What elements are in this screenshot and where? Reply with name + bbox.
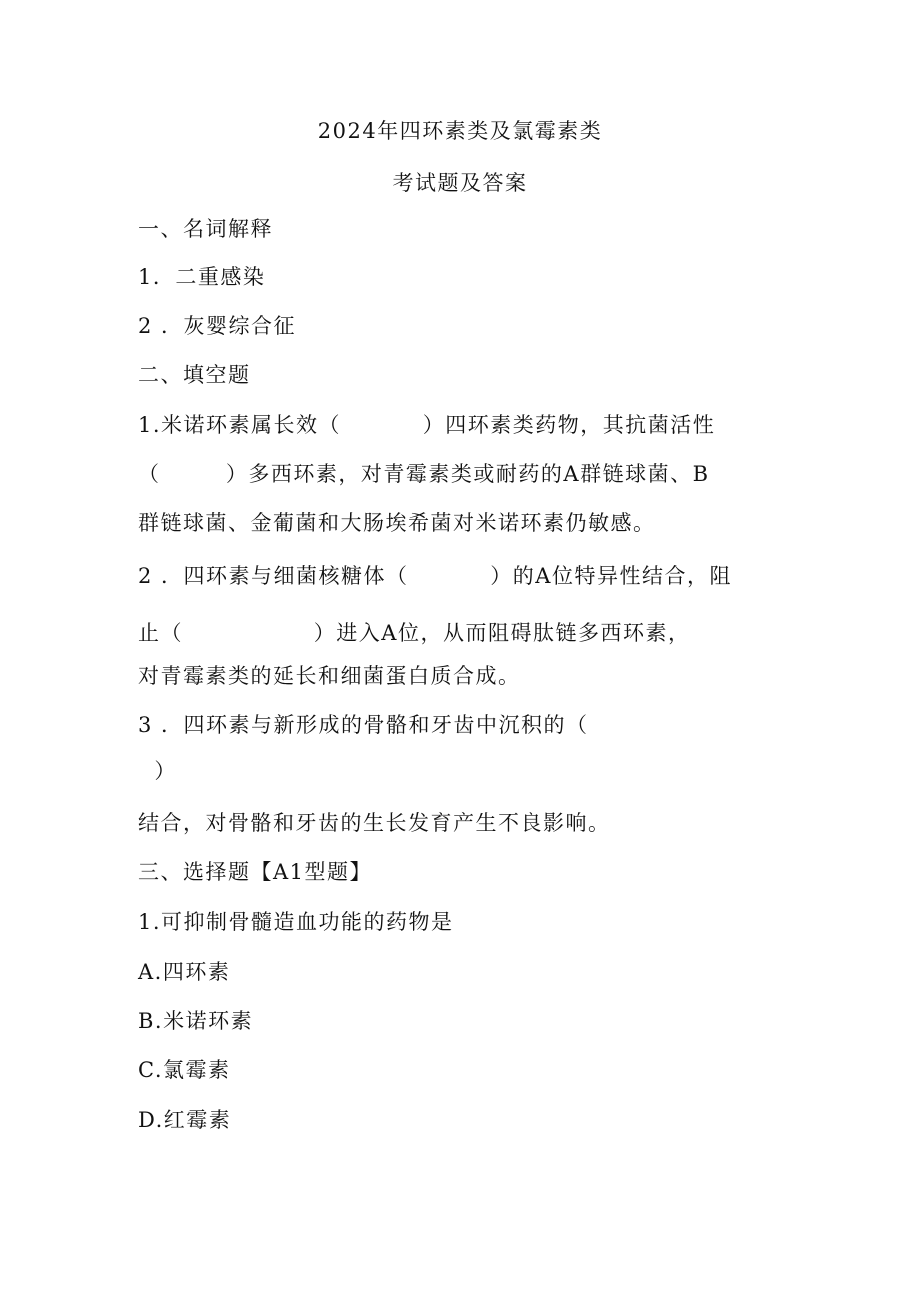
choice-option-b: B.米诺环素 [138, 1009, 254, 1033]
question-line: 1．二重感染 [138, 265, 266, 289]
choice-option-a: A.四环素 [138, 960, 231, 984]
question-line: 2 ．灰婴综合征 [138, 314, 297, 338]
question-line: 群链球菌、金葡菌和大肠埃希菌对米诺环素仍敏感。 [138, 511, 656, 535]
choice-option-c: C.氯霉素 [138, 1058, 231, 1082]
question-line: （ ）多西环素，对青霉素类或耐药的A群链球菌、B [138, 462, 710, 486]
section-heading-multiple-choice: 三、选择题【A1型题】 [138, 860, 373, 884]
question-line: ） [138, 759, 177, 783]
question-line: 结合，对骨骼和牙齿的生长发育产生不良影响。 [138, 811, 611, 835]
section-heading-definitions: 一、名词解释 [138, 217, 273, 241]
document-subtitle: 考试题及答案 [392, 171, 528, 195]
document-title: 2024年四环素类及氯霉素类 [317, 119, 603, 143]
section-heading-fill-blank: 二、填空题 [138, 363, 251, 387]
question-line: 止（ ）进入A位，从而阻碍肽链多西环素， [138, 621, 691, 645]
question-line: 3 ．四环素与新形成的骨骼和牙齿中沉积的（ [138, 713, 589, 737]
choice-option-d: D.红霉素 [138, 1108, 232, 1132]
question-line: 1.可抑制骨髓造血功能的药物是 [138, 910, 454, 934]
question-line: 2 ．四环素与细菌核糖体（ ）的A位特异性结合，阻 [138, 564, 732, 588]
question-line: 对青霉素类的延长和细菌蛋白质合成。 [138, 664, 521, 688]
question-line: 1.米诺环素属长效（ ）四环素类药物，其抗菌活性 [138, 413, 716, 437]
